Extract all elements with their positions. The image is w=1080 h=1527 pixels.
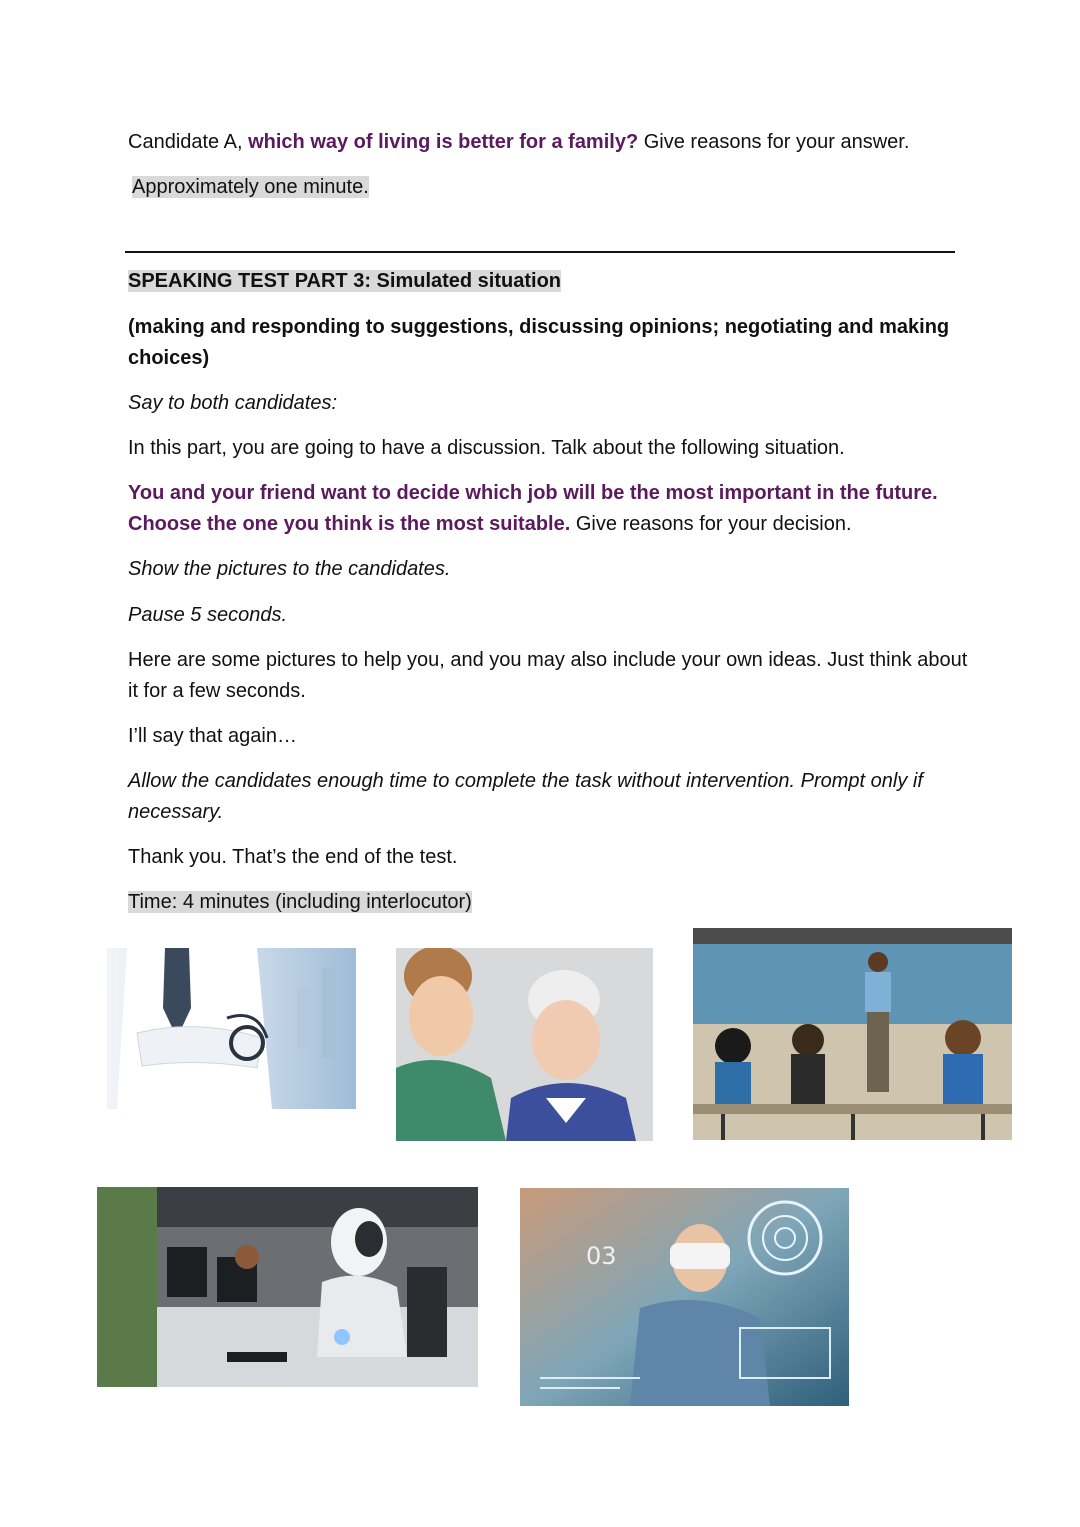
task-paragraph (128, 478, 968, 539)
time-note: Approximately one minute. (132, 176, 369, 198)
part3-heading: SPEAKING TEST PART 3: Simulated situation (128, 270, 562, 292)
time-note-line (132, 172, 962, 203)
vr-overlay-number: 03 (586, 1242, 617, 1270)
pause-note: Pause 5 seconds. (128, 604, 287, 626)
doctor-photo (107, 948, 356, 1109)
carer-elderly-photo (396, 948, 653, 1141)
intro-tail: Give reasons for your answer. (638, 131, 910, 153)
intro-lead: Candidate A, (128, 131, 249, 153)
show-pictures-note: Show the pictures to the candidates. (128, 558, 451, 580)
intro-paragraph (128, 127, 958, 158)
intro-question: which way of living is better for a family? (248, 131, 639, 153)
vr-technology-photo (520, 1188, 849, 1406)
intro-line: In this part, you are going to have a discussion. Talk about the following situation. (128, 437, 845, 459)
here-are-pictures: Here are some pictures to help you, and you may also include your own ideas. Just think about it for a few seconds. (128, 649, 968, 702)
classroom-photo (693, 928, 1012, 1140)
part3-heading-line (128, 266, 958, 297)
time-total: Time: 4 minutes (including interlocutor) (128, 891, 472, 913)
part3-subheading: (making and responding to suggestions, discussing opinions; negotiating and making choices) (128, 316, 950, 369)
section-divider (125, 251, 955, 253)
robot-office-photo (97, 1187, 478, 1387)
task-bold: You and your friend want to decide which job will be the most important in the future. Choose the one you think is the most suitable. (128, 482, 938, 535)
say-again: I’ll say that again… (128, 725, 297, 747)
time-total-line (128, 887, 958, 918)
say-to-candidates: Say to both candidates: (128, 392, 338, 414)
allow-time-note: Allow the candidates enough time to complete the task without intervention. Prompt only if necessary. (128, 770, 923, 823)
thanks-line: Thank you. That’s the end of the test. (128, 846, 458, 868)
task-tail: Give reasons for your decision. (570, 512, 852, 535)
